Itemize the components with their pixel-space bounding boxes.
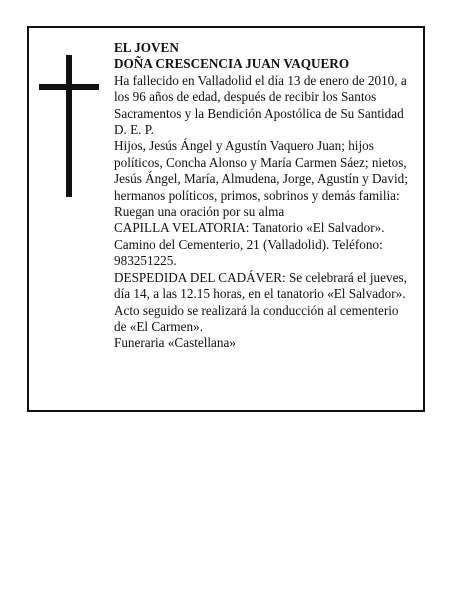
body-line: Jesús Ángel, María, Almudena, Jorge, Agustín y David; xyxy=(114,171,408,187)
body-line: Ruegan una oración por su alma xyxy=(114,204,285,220)
body-line: 983251225. xyxy=(114,253,177,269)
body-line: hermanos políticos, primos, sobrinos y demás familia: xyxy=(114,187,400,203)
cross-horizontal-bar xyxy=(39,84,99,90)
body-line: Acto seguido se realizará la conducción al cementerio xyxy=(114,302,399,318)
latin-cross-icon xyxy=(39,55,99,197)
obituary-text xyxy=(114,40,426,352)
body-line: políticos, Concha Alonso y María Carmen Sáez; nietos, xyxy=(114,154,407,170)
body-line: Funeraria «Castellana» xyxy=(114,335,236,351)
body-line: DESPEDIDA DEL CADÁVER: Se celebrará el jueves, xyxy=(114,269,407,285)
cross-vertical-bar xyxy=(66,55,72,197)
body-line: Ha fallecido en Valladolid el día 13 de enero de 2010, a xyxy=(114,72,407,88)
body-line: los 96 años de edad, después de recibir los Santos xyxy=(114,89,377,105)
body-line: de «El Carmen». xyxy=(114,318,203,334)
obituary-notice xyxy=(27,26,425,412)
body-line: día 14, a las 12.15 horas, en el tanatorio «El Salvador». xyxy=(114,286,406,302)
body-line: D. E. P. xyxy=(114,122,154,138)
notice-heading: EL JOVEN xyxy=(114,40,179,55)
body-line: Hijos, Jesús Ángel y Agustín Vaquero Juan; hijos xyxy=(114,138,374,154)
body-line: CAPILLA VELATORIA: Tanatorio «El Salvador». xyxy=(114,220,385,236)
deceased-name: DOÑA CRESCENCIA JUAN VAQUERO xyxy=(114,56,350,72)
body-line: Sacramentos y la Bendición Apostólica de Su Santidad xyxy=(114,105,404,121)
body-line: Camino del Cementerio, 21 (Valladolid). Teléfono: xyxy=(114,236,383,252)
